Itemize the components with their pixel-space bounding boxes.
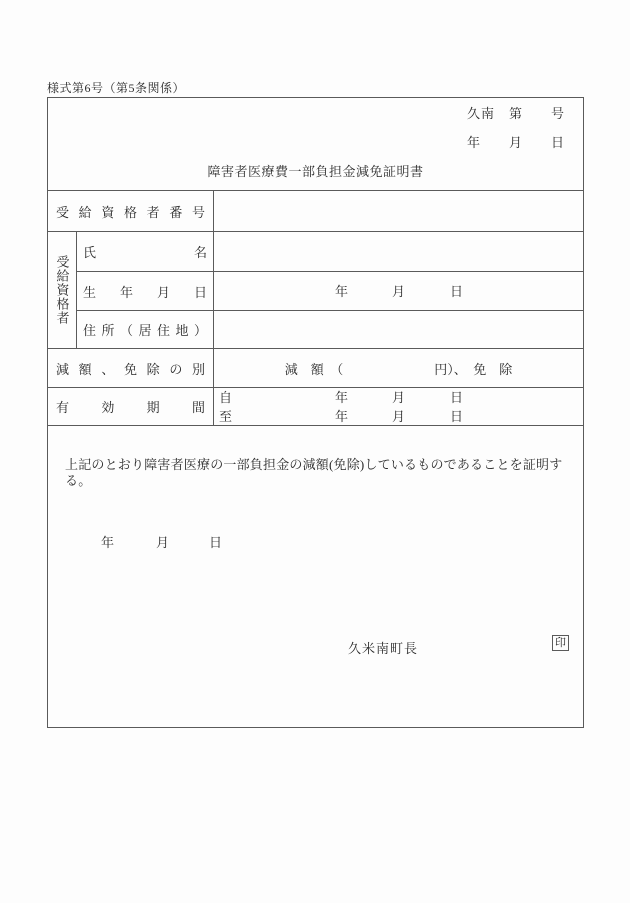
validity-from-line [214,388,583,407]
validity-to-line [214,407,583,426]
validity-to-prefix: 至 [219,409,233,424]
name-label-cell [77,232,214,271]
validity-from-day-unit: 日 [450,390,464,405]
recipient-group-label-cell [48,232,77,348]
recipient-group-label: 受給資格者 [54,255,70,325]
birthdate-row [77,271,583,310]
form-number-label: 様式第6号（第5条関係） [47,81,186,95]
reduction-value: 減 額 （ 円）、 免 除 [284,361,513,377]
form-header [48,98,583,190]
name-label: 氏名 [83,245,207,260]
reduction-category-row [48,348,583,387]
recipient-number-label: 受給資格者番号 [56,204,205,220]
validity-label: 有効期間 [56,400,205,415]
mayor-title: 久米南町長 [348,641,419,656]
document-number-line: 久南 第 号 [466,106,565,121]
recipient-group [48,231,583,348]
birthdate-label-cell [77,272,214,310]
reduction-label-cell [48,349,214,387]
birthdate-value-cell [214,272,583,310]
validity-from-year-unit: 年 [335,390,349,405]
validity-to-day-unit: 日 [450,409,464,424]
reduction-label: 減額、免除の別 [56,361,205,377]
cert-month-unit: 月 [156,535,170,550]
reduction-value-cell [214,349,583,387]
validity-value-cell [214,388,583,425]
seal-mark: 印 [552,635,569,651]
address-label-cell [77,311,214,348]
validity-from-prefix: 自 [219,390,233,405]
validity-to-month-unit: 月 [392,409,406,424]
birthdate-label: 生年月日 [83,284,207,300]
form-title: 障害者医療費一部負担金減免証明書 [207,164,424,179]
certification-section [48,425,583,727]
form-border-box [47,97,584,728]
validity-from-month-unit: 月 [392,390,406,405]
name-value-cell [214,232,583,271]
certification-text: 上記のとおり障害者医療の一部負担金の減額(免除)しているものであることを証明する。 [65,457,563,488]
birth-year-unit: 年 [335,284,349,299]
cert-year-unit: 年 [101,535,115,550]
recipient-number-label-cell [48,191,214,231]
issue-date-line: 年 月 日 [466,135,565,150]
cert-day-unit: 日 [209,535,223,550]
validity-to-year-unit: 年 [335,409,349,424]
validity-label-cell [48,388,214,425]
address-value-cell [214,311,583,348]
address-label: 住所（居住地） [83,323,207,338]
birth-month-unit: 月 [392,284,406,299]
recipient-number-row [48,190,583,231]
validity-period-row [48,387,583,425]
name-row [77,232,583,271]
recipient-subrows [77,232,583,348]
birth-day-unit: 日 [450,284,464,299]
address-row [77,310,583,348]
recipient-number-value-cell [214,191,583,231]
